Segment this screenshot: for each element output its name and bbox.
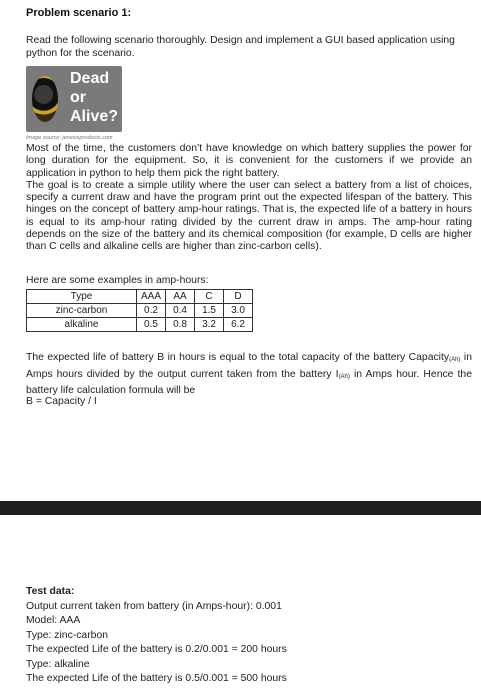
test-line: The expected Life of the battery is 0.2/0.001 = 200 hours <box>26 644 287 656</box>
scenario-description <box>26 143 472 254</box>
cell-aaa: 0.5 <box>137 318 166 332</box>
test-line: Output current taken from battery (in Amps-hour): 0.001 <box>26 601 282 612</box>
battery-icon <box>32 76 58 122</box>
section-divider <box>0 501 481 515</box>
test-line: Type: alkaline <box>26 658 90 670</box>
expected-life-paragraph <box>26 351 472 398</box>
test-line: Type: zinc-carbon <box>26 629 109 641</box>
table-row <box>27 304 253 318</box>
capacity-subscript: (Ah) <box>449 357 461 363</box>
expected-part-1: The expected life of battery B in hours is equal to the total capacity of the battery Capacity <box>26 352 450 363</box>
expected-part-2: in Amps hours divided by the output current taken from the battery I <box>26 352 472 380</box>
test-data-heading: Test data: <box>26 586 75 597</box>
header-d: D <box>224 290 253 304</box>
current-subscript: (Ah) <box>338 373 350 380</box>
table-row <box>27 318 253 332</box>
dead-or-alive-image <box>26 66 122 132</box>
badge-line-2: or <box>70 89 86 106</box>
cell-aa: 0.4 <box>166 304 195 318</box>
problem-heading: Problem scenario 1: <box>26 7 132 19</box>
header-c: C <box>195 290 224 304</box>
cell-d: 6.2 <box>224 318 253 332</box>
badge-line-3: Alive? <box>70 108 119 125</box>
cell-d: 3.0 <box>224 304 253 318</box>
cell-type: alkaline <box>27 318 137 332</box>
test-line: The expected Life of the battery is 0.5/0.001 = 500 hours <box>26 673 287 685</box>
test-data-lines <box>26 600 287 686</box>
cell-c: 1.5 <box>195 304 224 318</box>
badge-line-1: Dead <box>70 70 110 87</box>
test-line: Model: AAA <box>26 615 81 627</box>
cell-aa: 0.8 <box>166 318 195 332</box>
header-type: Type <box>27 290 137 304</box>
expected-life-text <box>26 351 472 398</box>
table-header-row <box>27 290 253 304</box>
image-source-caption: Image source: jenesisproducts.com <box>26 135 113 141</box>
paragraph: The goal is to create a simple utility where the user can select a battery from a list of choices, specify a current draw and have the program print out the expected lifespan of the battery. This hinges on the concept of battery amp-hour ratings. That is, the expected life of a battery in hours is equal to its amp-hour rating divided by the current draw in amps. The amp-hour rating depends on the size of the battery and its chemical composition (for example, D cells are higher than C cells and alkaline cells are higher than zinc-carbon cells). <box>26 179 472 253</box>
table-intro: Here are some examples in amp-hours: <box>26 275 209 286</box>
cell-aaa: 0.2 <box>137 304 166 318</box>
intro-text: Read the following scenario thoroughly. Design and implement a GUI based application using python for the scenario. <box>26 35 455 59</box>
expected-part-3: in Amps hour. Hence the battery life calculation formula will be <box>26 368 472 396</box>
header-aa: AA <box>166 290 195 304</box>
amp-hour-table <box>26 289 253 332</box>
badge-text <box>70 69 118 126</box>
header-aaa: AAA <box>137 290 166 304</box>
cell-c: 3.2 <box>195 318 224 332</box>
paragraph: Most of the time, the customers don’t have knowledge on which battery supplies the power for long duration for the equipment. So, it is convenient for the customers if we provide an application in python to help them pick the right battery. <box>26 143 472 179</box>
battery-life-formula: B = Capacity / I <box>26 396 97 407</box>
cell-type: zinc-carbon <box>27 304 137 318</box>
